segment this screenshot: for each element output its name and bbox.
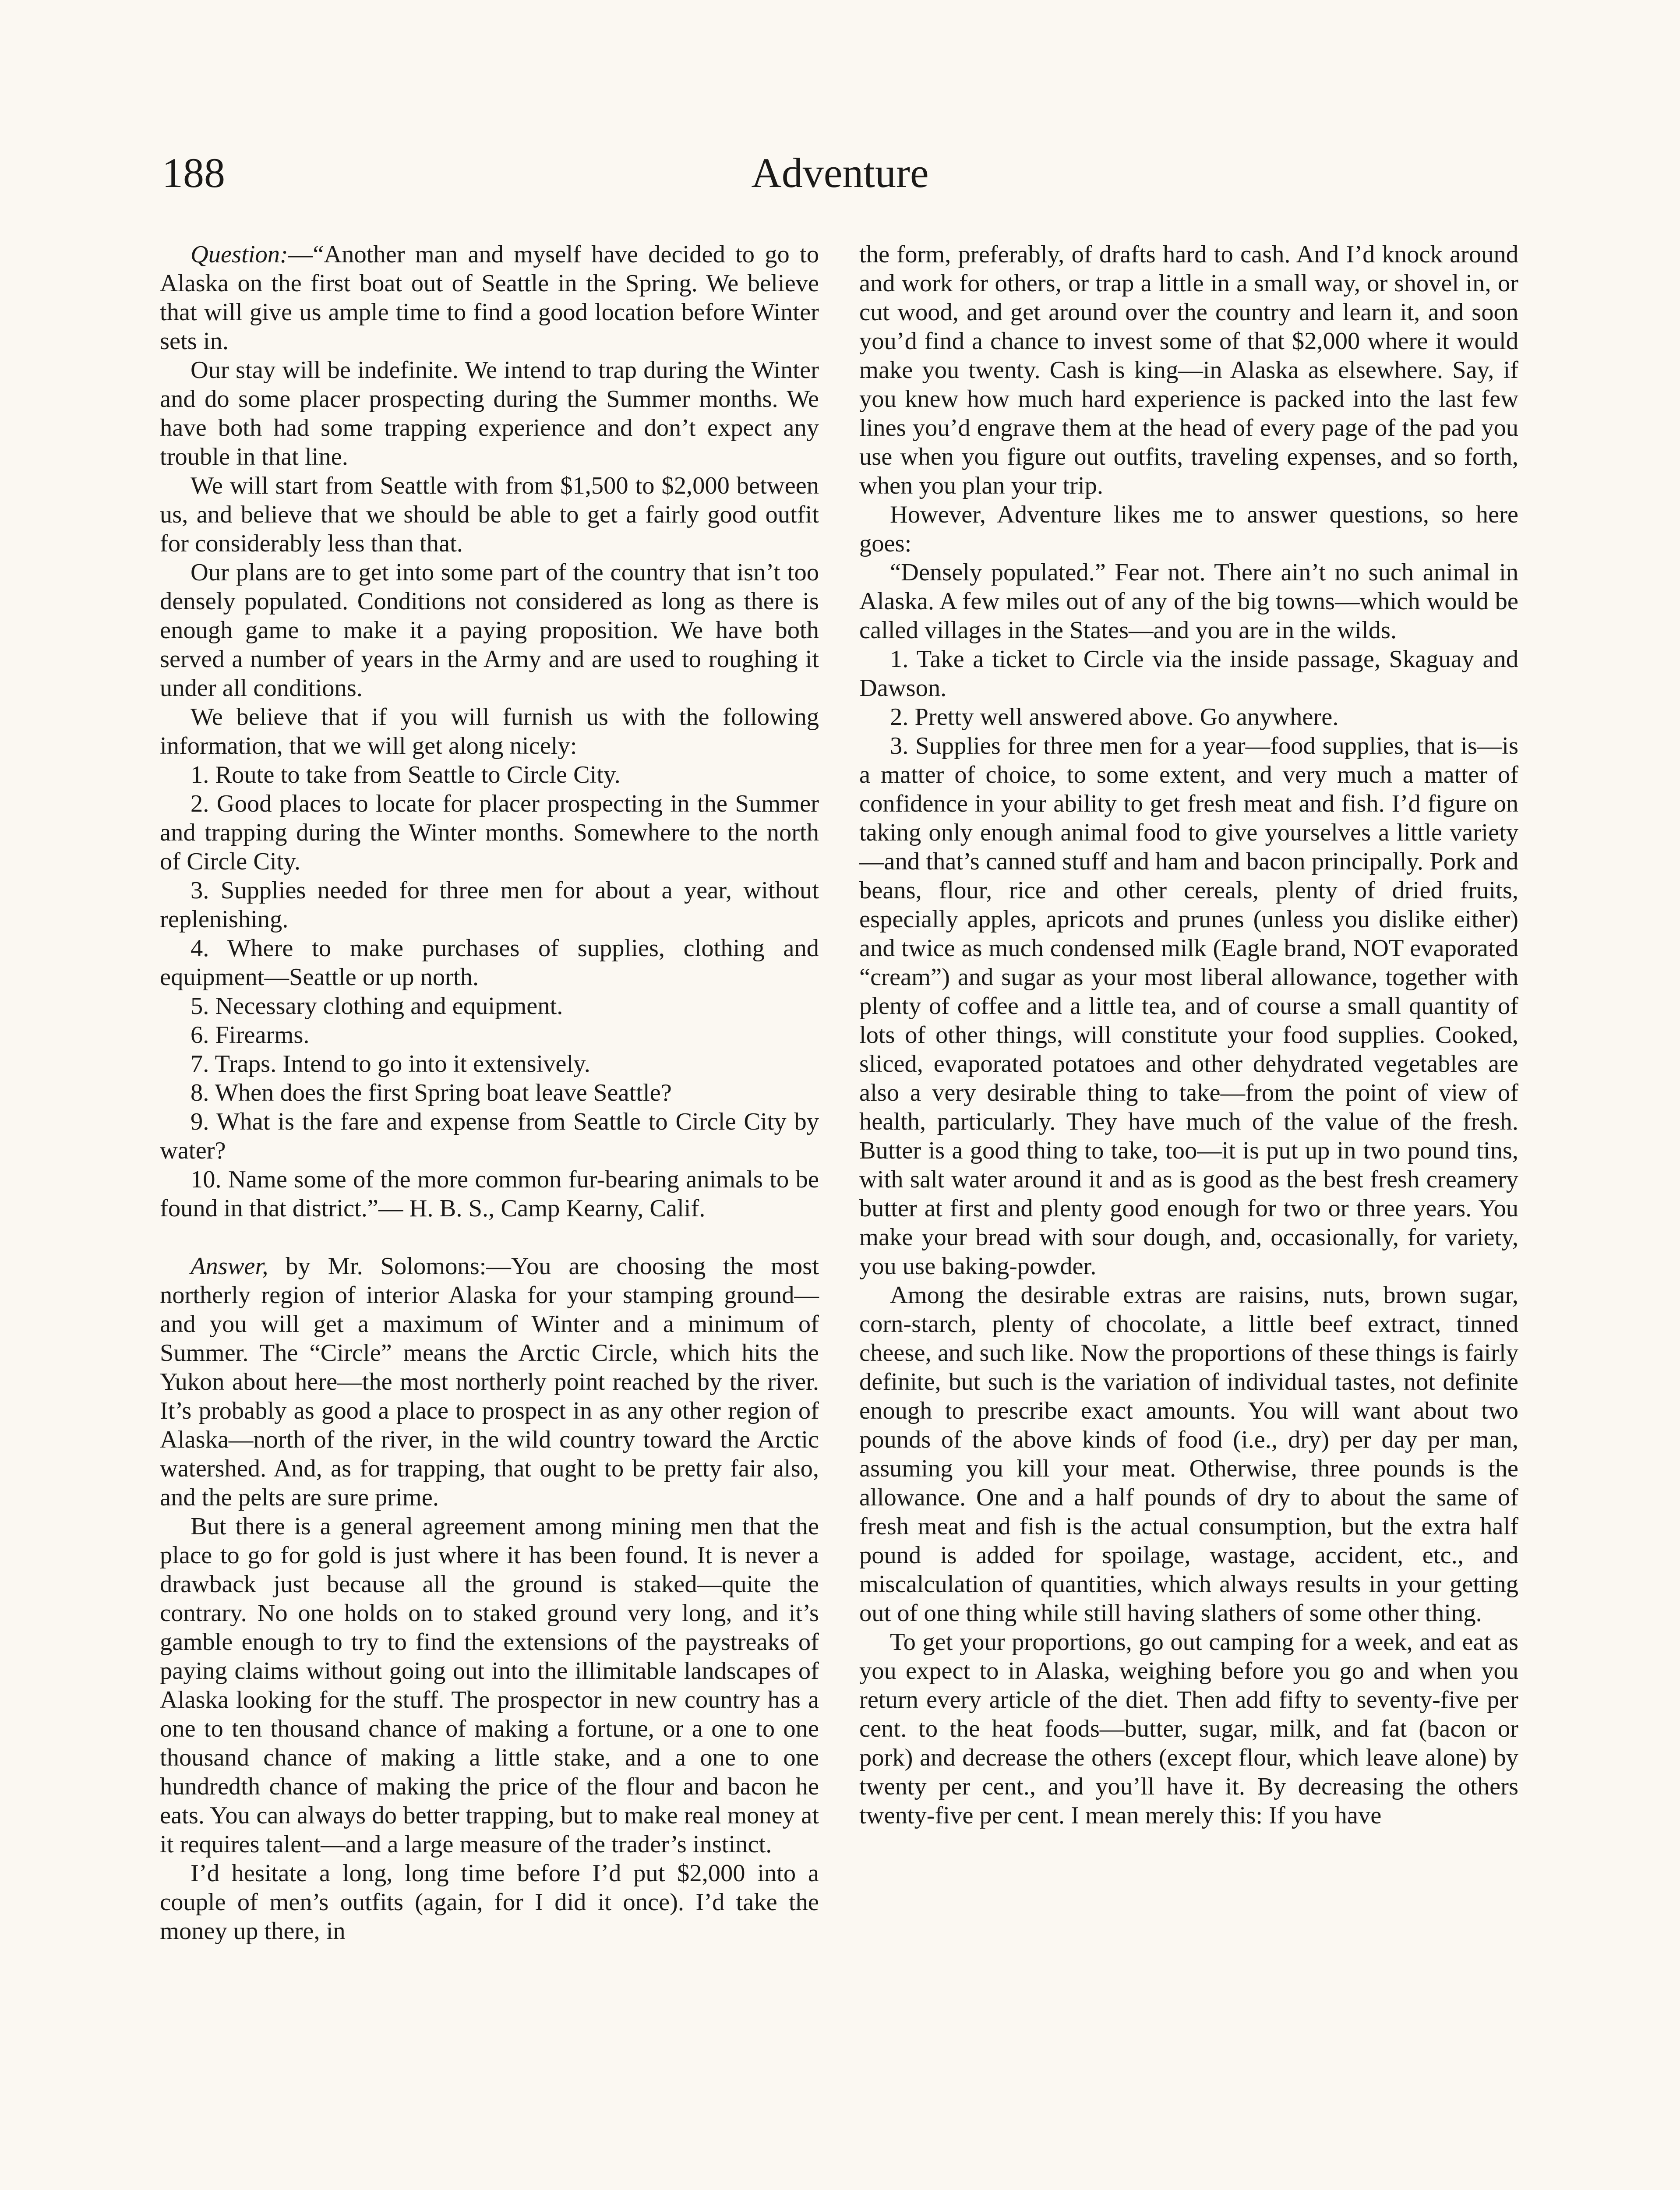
paragraph: [160, 1049, 819, 1078]
paragraph-text: But there is a general agreement among mining men that the place to go for gold is just where it has been found. It is never a drawback just because all the ground is staked—quite the contrary. No one holds on to staked ground very long, and it’s gamble enough to try to find the extensions of the paystreaks of paying claims without going out into the illimitable landscapes of Alaska looking for the stuff. The prospector in new country has a one to ten thousand chance of making a fortune, or a one to one thousand chance of making a little stake, and a one to one hundredth chance of making the price of the flour and bacon he eats. You can always do better trapping, but to make real money at it requires talent—and a large measure of the trader’s instinct.: [160, 1513, 819, 1858]
paragraph: [160, 934, 819, 992]
paragraph-text: Among the desirable extras are raisins, nuts, brown sugar, corn-starch, plenty of chocolate, a little beef extract, tinned cheese, and such like. Now the proportions of these things is fairly definite, but such is the variation of individual tastes, not definite enough to prescribe exact amounts. You will want about two pounds of the above kinds of food (i.e., dry) per day per man, assuming you kill your meat. Otherwise, three pounds is the allowance. One and a half pounds of dry to about the same of fresh meat and fish is the actual consumption, but the extra half pound is added for spoilage, wastage, accident, etc., and miscalculation of quantities, which always results in your getting out of one thing while still having slathers of some other thing.: [859, 1282, 1518, 1627]
paragraph-text: 2. Good places to locate for placer prospecting in the Summer and trapping during the Winter months. Somewhere to the north of Circle City.: [160, 790, 819, 875]
paragraph-text: 4. Where to make purchases of supplies, clothing and equipment—Seattle or up north.: [160, 935, 819, 991]
running-title: Adventure: [751, 149, 929, 196]
paragraph-text: 3. Supplies for three men for a year—food supplies, that is—is a matter of choice, to some extent, and very much a matter of confidence in your ability to get fresh meat and fish. I’d figure on taking only enough animal food to give yourselves a little variety—and that’s canned stuff and ham and bacon principally. Pork and beans, flour, rice and other cereals, plenty of dried fruits, especially apples, apricots and prunes (unless you dislike either) and twice as much condensed milk (Eagle brand, NOT evaporated “cream”) and sugar as your most liberal allowance, together with plenty of coffee and a little tea, and of course a small quantity of lots of other things, will constitute your food supplies. Cooked, sliced, evaporated potatoes and other dehydrated vegetables are also a very desirable thing to take—from the point of view of health, particularly. They have much of the value of the fresh. Butter is a good thing to take, too—it is put up in two pound tins, with salt water around it and as is good as the best fresh creamery butter at first and plenty good enough for two or three years. You make your bread with sour dough, and, occasionally, for variety, you use baking-powder.: [859, 732, 1518, 1280]
paragraph-text: —“Another man and myself have decided to go to Alaska on the first boat out of Seattle in the Spring. We believe that will give us ample time to find a good location before Winter sets in.: [160, 241, 819, 355]
paragraph: [160, 703, 819, 760]
paragraph-text: 3. Supplies needed for three men for about a year, without replenishing.: [160, 877, 819, 933]
paragraph-text: 1. Route to take from Seattle to Circle City.: [191, 761, 621, 788]
paragraph: [859, 645, 1518, 703]
paragraph: [160, 789, 819, 876]
paragraph-text: 8. When does the first Spring boat leave Seattle?: [191, 1079, 672, 1106]
paragraph: [859, 500, 1518, 558]
paragraph: [859, 703, 1518, 731]
paragraph: [160, 1252, 819, 1512]
paragraph-text: 6. Firearms.: [191, 1021, 310, 1049]
paragraph: [160, 760, 819, 789]
paragraph-text: 9. What is the fare and expense from Seattle to Circle City by water?: [160, 1108, 819, 1164]
paragraph: [160, 1021, 819, 1049]
paragraph: [859, 558, 1518, 645]
paragraph-text: the form, preferably, of drafts hard to cash. And I’d knock around and work for others, or trap a little in a small way, or shovel in, or cut wood, and get around over the country and learn it, and soon you’d find a chance to invest some of that $2,000 where it would make you twenty. Cash is king—in Alaska as elsewhere. Say, if you knew how much hard experience is packed into the last few lines you’d engrave them at the head of every page of the pad you use when you figure out outfits, traveling expenses, and so forth, when you plan your trip.: [859, 241, 1518, 499]
paragraph: [160, 356, 819, 471]
paragraph: [160, 1859, 819, 1946]
paragraph-text: We will start from Seattle with from $1,500 to $2,000 between us, and believe that we should be able to get a fairly good outfit for considerably less than that.: [160, 472, 819, 557]
paragraph: [859, 731, 1518, 1281]
paragraph: [160, 1165, 819, 1223]
paragraph: [160, 1078, 819, 1107]
page-header: [0, 145, 1680, 201]
paragraph: [160, 471, 819, 558]
paragraph: [160, 1107, 819, 1165]
paragraph-text: by Mr. Solomons:—You are choosing the most northerly region of interior Alaska for your stamping ground—and you will get a maximum of Winter and a minimum of Summer. The “Circle” means the Arctic Circle, which hits the Yukon about here—the most northerly point reached by the river. It’s probably as good a place to prospect in as any other region of Alaska—north of the river, in the wild country toward the Arctic watershed. And, as for trapping, that ought to be pretty fair also, and the pelts are sure prime.: [160, 1253, 819, 1511]
paragraph-text: 1. Take a ticket to Circle via the inside passage, Skaguay and Dawson.: [859, 646, 1518, 702]
paragraph-text: To get your proportions, go out camping for a week, and eat as you expect to in Alaska, weighing before you go and when you return every article of the diet. Then add fifty to seventy-five per cent. to the heat foods—butter, sugar, milk, and fat (bacon or pork) and decrease the others (except flour, which leave alone) by twenty per cent., and you’ll have it. By decreasing the others twenty-five per cent. I mean merely this: If you have: [859, 1628, 1518, 1829]
paragraph: [160, 1512, 819, 1859]
paragraph: [160, 876, 819, 934]
left-text-column: [160, 240, 819, 1946]
paragraph-text: Our stay will be indefinite. We intend to trap during the Winter and do some placer prospecting during the Summer months. We have both had some trapping experience and don’t expect any trouble in that line.: [160, 357, 819, 470]
paragraph-text: However, Adventure likes me to answer questions, so here goes:: [859, 501, 1518, 557]
paragraph-text: We believe that if you will furnish us with the following information, that we will get along nicely:: [160, 703, 819, 759]
paragraph: [859, 240, 1518, 500]
right-text-column: [859, 240, 1518, 1830]
paragraph: [859, 1628, 1518, 1830]
speaker-label: Question:: [191, 241, 288, 268]
paragraph-text: Our plans are to get into some part of the country that isn’t too densely populated. Conditions not considered as long as there is enough game to make it a paying proposition. We have both served a number of years in the Army and are used to roughing it under all conditions.: [160, 559, 819, 702]
paragraph-text: 7. Traps. Intend to go into it extensively.: [191, 1050, 590, 1077]
paragraph: [160, 240, 819, 356]
paragraph: [160, 558, 819, 703]
speaker-label: Answer,: [191, 1253, 268, 1280]
paragraph-text: I’d hesitate a long, long time before I’d put $2,000 into a couple of men’s outfits (again, for I did it once). I’d take the money up there, in: [160, 1860, 819, 1945]
paragraph-text: “Densely populated.” Fear not. There ain’t no such animal in Alaska. A few miles out of any of the big towns—which would be called villages in the States—and you are in the wilds.: [859, 559, 1518, 644]
paragraph-text: 2. Pretty well answered above. Go anywhere.: [890, 703, 1339, 731]
paragraph: [160, 992, 819, 1021]
page-number: 188: [162, 149, 225, 196]
paragraph-text: 5. Necessary clothing and equipment.: [191, 993, 563, 1020]
paragraph: [859, 1281, 1518, 1628]
paragraph-text: 10. Name some of the more common fur-bearing animals to be found in that district.”— H. B. S., Camp Kearny, Calif.: [160, 1166, 819, 1222]
